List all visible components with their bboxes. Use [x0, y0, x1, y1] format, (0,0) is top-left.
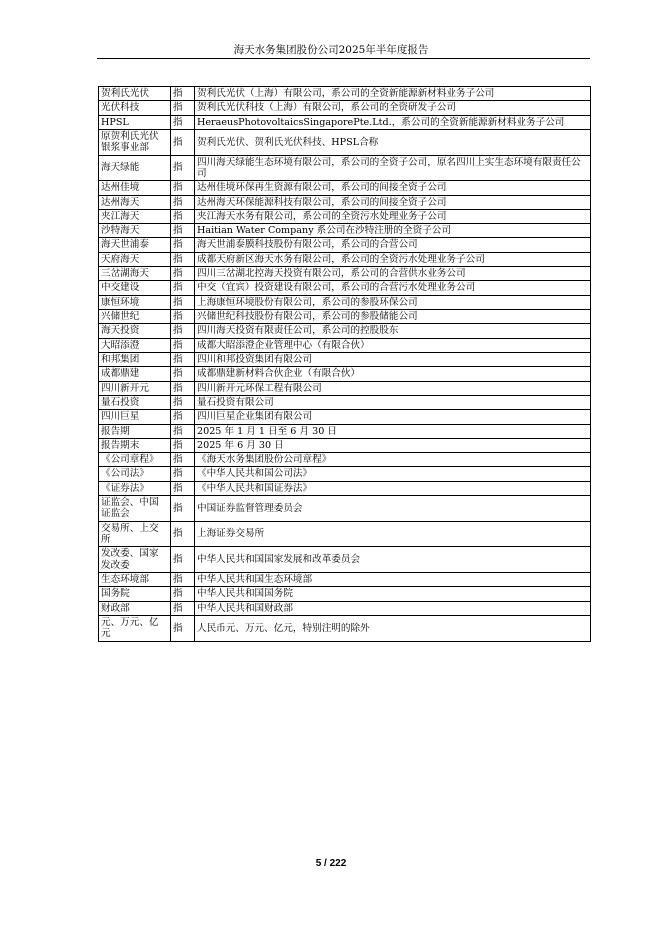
definition-cell: 《海天水务集团股份公司章程》 — [195, 453, 591, 467]
zhi-cell: 指 — [171, 615, 195, 641]
definition-cell: 贺利氏光伏、贺利氏光伏科技、HPSL合称 — [195, 129, 591, 155]
table-row — [99, 381, 591, 395]
definition-cell: 四川巨星企业集团有限公司 — [195, 410, 591, 424]
definition-cell: Haitian Water Company 系公司在沙特注册的全资子公司 — [195, 224, 591, 238]
table-row — [99, 453, 591, 467]
definition-cell: 兴储世纪科技股份有限公司，系公司的参股储能公司 — [195, 310, 591, 324]
zhi-cell: 指 — [171, 352, 195, 366]
table-row — [99, 267, 591, 281]
table-row — [99, 310, 591, 324]
term-cell: 和邦集团 — [99, 352, 171, 366]
table-row — [99, 181, 591, 195]
table-row — [99, 195, 591, 209]
table-row — [99, 410, 591, 424]
term-cell: 夹江海天 — [99, 209, 171, 223]
zhi-cell: 指 — [171, 115, 195, 129]
zhi-cell: 指 — [171, 295, 195, 309]
term-cell: 发改委、国家发改委 — [99, 547, 171, 573]
term-cell: 量石投资 — [99, 395, 171, 409]
definition-cell: 上海康恒环境股份有限公司，系公司的参股环保公司 — [195, 295, 591, 309]
table-row — [99, 615, 591, 641]
term-cell: 原贺利氏光伏银浆事业部 — [99, 129, 171, 155]
term-cell: 兴储世纪 — [99, 310, 171, 324]
term-cell: 海天投资 — [99, 324, 171, 338]
definition-cell: 成都大昭添澄企业管理中心（有限合伙） — [195, 338, 591, 352]
term-cell: 贺利氏光伏 — [99, 87, 171, 101]
term-cell: 光伏科技 — [99, 101, 171, 115]
zhi-cell: 指 — [171, 267, 195, 281]
zhi-cell: 指 — [171, 324, 195, 338]
definition-cell: HeraeusPhotovoltaicsSingaporePte.Ltd.，系公司的全资新能源新材料业务子公司 — [195, 115, 591, 129]
term-cell: 财政部 — [99, 601, 171, 615]
page-number: 5 / 222 — [315, 858, 347, 869]
term-cell: 报告期末 — [99, 438, 171, 452]
definition-cell: 四川海天投资有限责任公司，系公司的控股股东 — [195, 324, 591, 338]
table-row — [99, 324, 591, 338]
table-row — [99, 395, 591, 409]
term-cell: 《公司法》 — [99, 467, 171, 481]
term-cell: 交易所、上交所 — [99, 521, 171, 547]
term-cell: 元、万元、亿元 — [99, 615, 171, 641]
term-cell: 天府海天 — [99, 252, 171, 266]
definition-cell: 《中华人民共和国证券法》 — [195, 481, 591, 495]
table-row — [99, 438, 591, 452]
zhi-cell: 指 — [171, 367, 195, 381]
zhi-cell: 指 — [171, 209, 195, 223]
zhi-cell: 指 — [171, 129, 195, 155]
zhi-cell: 指 — [171, 87, 195, 101]
definition-cell: 中华人民共和国国家发展和改革委员会 — [195, 547, 591, 573]
definition-cell: 四川三岔湖北控海天投资有限公司，系公司的合营供水业务公司 — [195, 267, 591, 281]
term-cell: 生态环境部 — [99, 572, 171, 586]
definition-cell: 达州海天环保能源科技有限公司，系公司的间接全资子公司 — [195, 195, 591, 209]
term-cell: 《公司章程》 — [99, 453, 171, 467]
table-row — [99, 209, 591, 223]
definition-cell: 贺利氏光伏（上海）有限公司，系公司的全资新能源新材料业务子公司 — [195, 87, 591, 101]
definition-cell: 量石投资有限公司 — [195, 395, 591, 409]
definition-cell: 中国证券监督管理委员会 — [195, 496, 591, 522]
zhi-cell: 指 — [171, 281, 195, 295]
term-cell: HPSL — [99, 115, 171, 129]
definition-cell: 2025 年 1 月 1 日至 6 月 30 日 — [195, 424, 591, 438]
definition-cell: 四川和邦投资集团有限公司 — [195, 352, 591, 366]
definition-cell: 海天世浦泰膜科技股份有限公司，系公司的合营公司 — [195, 238, 591, 252]
term-cell: 证监会、中国证监会 — [99, 496, 171, 522]
zhi-cell: 指 — [171, 224, 195, 238]
term-cell: 国务院 — [99, 587, 171, 601]
term-cell: 达州佳境 — [99, 181, 171, 195]
definition-cell: 中华人民共和国财政部 — [195, 601, 591, 615]
term-cell: 四川巨星 — [99, 410, 171, 424]
table-row — [99, 155, 591, 181]
table-row — [99, 352, 591, 366]
zhi-cell: 指 — [171, 252, 195, 266]
term-cell: 达州海天 — [99, 195, 171, 209]
term-cell: 沙特海天 — [99, 224, 171, 238]
table-row — [99, 547, 591, 573]
definition-cell: 成都鼎建新材料合伙企业（有限合伙） — [195, 367, 591, 381]
definition-cell: 达州佳境环保再生资源有限公司，系公司的间接全资子公司 — [195, 181, 591, 195]
definitions-table-body — [99, 87, 591, 642]
zhi-cell: 指 — [171, 587, 195, 601]
definition-cell: 成都天府新区海天水务有限公司，系公司的全资污水处理业务子公司 — [195, 252, 591, 266]
definition-cell: 2025 年 6 月 30 日 — [195, 438, 591, 452]
table-row — [99, 101, 591, 115]
zhi-cell: 指 — [171, 410, 195, 424]
zhi-cell: 指 — [171, 601, 195, 615]
table-row — [99, 295, 591, 309]
page-header: 海天水务集团股份公司2025年半年度报告 — [233, 44, 429, 56]
table-row — [99, 281, 591, 295]
zhi-cell: 指 — [171, 547, 195, 573]
zhi-cell: 指 — [171, 155, 195, 181]
table-row — [99, 481, 591, 495]
table-row — [99, 467, 591, 481]
definition-cell: 《中华人民共和国公司法》 — [195, 467, 591, 481]
table-row — [99, 338, 591, 352]
table-row — [99, 252, 591, 266]
zhi-cell: 指 — [171, 101, 195, 115]
table-row — [99, 601, 591, 615]
definition-cell: 上海证券交易所 — [195, 521, 591, 547]
zhi-cell: 指 — [171, 310, 195, 324]
definition-cell: 中华人民共和国国务院 — [195, 587, 591, 601]
definition-cell: 四川新开元环保工程有限公司 — [195, 381, 591, 395]
term-cell: 大昭添澄 — [99, 338, 171, 352]
zhi-cell: 指 — [171, 395, 195, 409]
table-row — [99, 367, 591, 381]
zhi-cell: 指 — [171, 496, 195, 522]
term-cell: 海天绿能 — [99, 155, 171, 181]
zhi-cell: 指 — [171, 424, 195, 438]
term-cell: 康恒环境 — [99, 295, 171, 309]
zhi-cell: 指 — [171, 195, 195, 209]
definition-cell: 夹江海天水务有限公司，系公司的全资污水处理业务子公司 — [195, 209, 591, 223]
zhi-cell: 指 — [171, 481, 195, 495]
table-row — [99, 424, 591, 438]
zhi-cell: 指 — [171, 467, 195, 481]
term-cell: 海天世浦泰 — [99, 238, 171, 252]
definition-cell: 人民币元、万元、亿元，特别注明的除外 — [195, 615, 591, 641]
zhi-cell: 指 — [171, 238, 195, 252]
definition-cell: 贺利氏光伏科技（上海）有限公司，系公司的全资研发子公司 — [195, 101, 591, 115]
term-cell: 三岔湖海天 — [99, 267, 171, 281]
zhi-cell: 指 — [171, 453, 195, 467]
zhi-cell: 指 — [171, 572, 195, 586]
table-row — [99, 115, 591, 129]
term-cell: 成都鼎建 — [99, 367, 171, 381]
definition-cell: 中交（宜宾）投资建设有限公司，系公司的合营污水处理业务公司 — [195, 281, 591, 295]
definition-cell: 中华人民共和国生态环境部 — [195, 572, 591, 586]
definition-cell: 四川海天绿能生态环境有限公司，系公司的全资子公司，原名四川上实生态环境有限责任公司 — [195, 155, 591, 181]
term-cell: 《证券法》 — [99, 481, 171, 495]
zhi-cell: 指 — [171, 521, 195, 547]
table-row — [99, 238, 591, 252]
table-row — [99, 224, 591, 238]
term-cell: 报告期 — [99, 424, 171, 438]
table-row — [99, 587, 591, 601]
zhi-cell: 指 — [171, 381, 195, 395]
header-divider — [97, 58, 590, 59]
term-cell: 中交建设 — [99, 281, 171, 295]
table-row — [99, 521, 591, 547]
zhi-cell: 指 — [171, 338, 195, 352]
table-row — [99, 129, 591, 155]
table-row — [99, 496, 591, 522]
definitions-table — [98, 86, 591, 642]
table-row — [99, 87, 591, 101]
zhi-cell: 指 — [171, 181, 195, 195]
zhi-cell: 指 — [171, 438, 195, 452]
table-row — [99, 572, 591, 586]
term-cell: 四川新开元 — [99, 381, 171, 395]
